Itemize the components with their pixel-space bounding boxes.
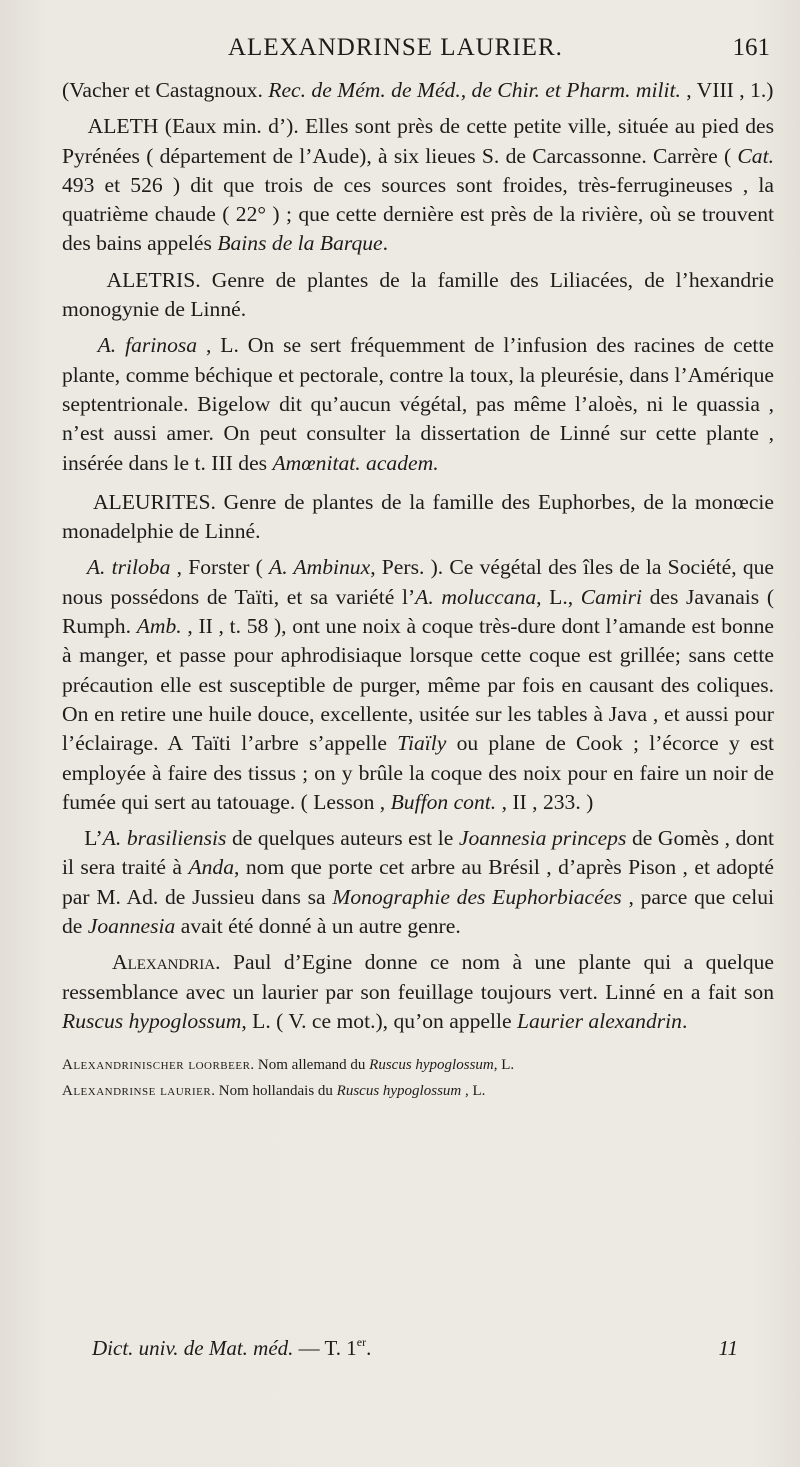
synonym-dutch <box>62 1078 774 1104</box>
italic-run: Joannesia <box>87 914 176 939</box>
text-run: . Nom allemand du <box>250 1057 370 1074</box>
text-run: ALETH (Eaux min. d’). Elles sont près de cette petite ville, située au pied des Pyrénées ( département de l’Aude), à six lieues S. de Carcassonne. Carrère ( <box>62 114 774 168</box>
text-run: , nom que porte cet arbre au Brésil , d’après Pison , et adopté par M. Ad. de Jussieu dans sa <box>62 855 774 909</box>
text-run: , Pers. ). Ce végétal des îles de la Société, que nous possédons de Taïti, et sa variété l’ <box>62 555 775 609</box>
italic-run: Ruscus hypoglossum <box>369 1057 494 1074</box>
text-run: des Javanais ( Rumph. <box>62 584 775 639</box>
signature-line <box>92 1336 738 1361</box>
text-run: de quelques auteurs est le <box>226 826 459 851</box>
text-run: , L., <box>536 584 581 609</box>
italic-run: A. farinosa <box>97 333 198 358</box>
text-run: de Gomès , dont il sera traité à <box>62 826 774 880</box>
text-run: , Forster ( <box>170 555 270 580</box>
body-text <box>62 76 774 1104</box>
tome-superscript: er <box>356 1335 367 1349</box>
text-run: , L. On se sert fréquemment de l’infusion des racines de cette plante, comme béchique et pectorale, contre la toux, la pleurésie, dans l’Amérique septentrionale. Bigelow dit qu’aucun végétal, pas même l’aloès, ni le quassia , n’est aussi amer. On peut consulter la dissertation de Linné sur cette plante , insérée dans le t. III des <box>62 333 774 475</box>
text-run: , L. <box>493 1057 515 1074</box>
text-run: ALEURITES. Genre de plantes de la famille des Euphorbes, de la monœcie monadelphie de Linné. <box>62 489 775 544</box>
entry-alexandria <box>62 948 774 1036</box>
synonym-german <box>62 1052 774 1078</box>
text-run: ALETRIS. Genre de plantes de la famille des Liliacées, de l’hexandrie monogynie de Linné. <box>62 267 775 322</box>
small-caps-run: Alexandrinse laurier <box>62 1083 212 1100</box>
italic-run: Tiaïly <box>397 731 447 756</box>
text-run: . Paul d’Egine donne ce nom à une plante qui a quelque ressemblance avec un laurier par son feuillage toujours vert. Linné en a fait son <box>62 950 774 1004</box>
italic-run: Anda <box>188 855 235 880</box>
text-run: . <box>366 1336 372 1360</box>
text-run: ou plane de Cook ; l’écorce y est employée à faire des tissus ; on y brûle la coque des noix pour en faire un noir de fumée qui sert au tatouage. ( Lesson , <box>62 731 774 814</box>
text-run: (Vacher et Castagnoux. <box>62 78 269 102</box>
italic-run: Camiri <box>580 584 642 609</box>
italic-run: Amb. <box>136 614 182 639</box>
running-header <box>60 34 770 74</box>
text-run: 493 et 526 ) dit que trois de ces sources sont froides, très-ferrugineuses , la quatrième chaude ( 22° ) ; que cette dernière est près de la rivière, où se trouvent des bains appelés <box>62 172 774 256</box>
synonyms-block <box>62 1052 774 1104</box>
italic-run: Dict. univ. de Mat. méd. <box>92 1336 294 1360</box>
work-title <box>92 1336 371 1360</box>
running-title: ALEXANDRINSE LAURIER. <box>228 34 563 61</box>
text-run: , parce que celui de <box>62 884 774 939</box>
small-caps-run: Alexandrinischer loorbeer <box>62 1057 251 1074</box>
text-run: . Nom hollandais du <box>211 1083 337 1100</box>
text-run: avait été donné à un autre genre. <box>175 914 461 939</box>
entry-aleurites-triloba <box>62 553 774 817</box>
italic-run: Cat. <box>737 143 774 168</box>
italic-run: Rec. de Mém. de Méd., de Chir. et Pharm. milit. <box>268 78 681 102</box>
italic-run: Buffon cont. <box>390 789 497 814</box>
paragraph-reference <box>62 76 774 105</box>
signature-mark: 11 <box>718 1336 738 1360</box>
small-caps-run: Alexandria <box>111 950 216 975</box>
text-run: , L. ( V. ce mot.), qu’on appelle <box>241 1008 518 1033</box>
italic-run: Bains de la Barque <box>217 231 383 256</box>
text-run: , II , 233. ) <box>496 789 594 814</box>
italic-run: A. Ambinux <box>269 555 371 580</box>
italic-run: Amœnitat. academ. <box>272 450 439 475</box>
entry-aletris <box>62 266 774 325</box>
italic-run: Laurier alexandrin <box>517 1008 682 1033</box>
tome-label: — T. 1 <box>293 1336 357 1360</box>
text-run: , L. <box>461 1083 486 1100</box>
text-run: , II , t. 58 ), ont une noix à coque très-dure dont l’amande est bonne à manger, et passe pour aphrodisiaque lorsque cette coque est grillée; sans cette précaution elle est susceptible de purger, même par fois en causant des coliques. On en retire une huile douce, excellente, usitée sur les tables à Java , et aussi pour l’éclairage. A Taïti l’arbre s’appelle <box>62 614 774 756</box>
italic-run: Ruscus hypoglossum <box>336 1083 462 1100</box>
italic-run: A. brasiliensis <box>102 826 227 851</box>
entry-aleurites <box>62 488 774 547</box>
entry-aletris-farinosa <box>62 331 774 477</box>
entry-aleurites-brasiliensis <box>62 824 774 941</box>
italic-run: A. triloba <box>86 555 171 580</box>
italic-run: Joannesia princeps <box>458 826 627 851</box>
italic-run: Monographie des Euphorbiacées <box>332 884 622 909</box>
text-run: . <box>681 1008 688 1033</box>
entry-aleth <box>62 112 774 258</box>
italic-run: A. moluccana <box>415 584 537 609</box>
text-run: , VIII , 1.) <box>680 78 774 102</box>
italic-run: Ruscus hypoglossum <box>62 1008 242 1033</box>
text-run: L’ <box>84 826 103 851</box>
page-number: 161 <box>732 34 770 61</box>
text-run: . <box>382 231 389 256</box>
